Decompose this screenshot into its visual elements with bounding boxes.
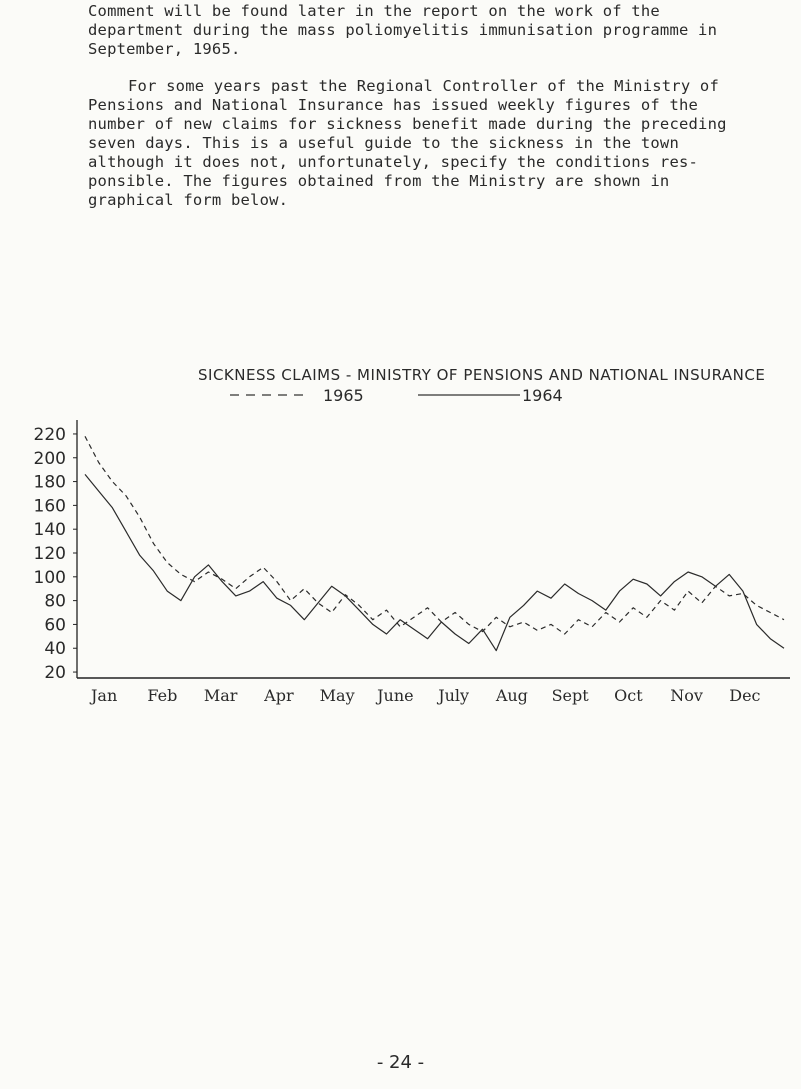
series-line-1964 xyxy=(85,474,784,650)
y-tick-label: 120 xyxy=(33,544,66,564)
month-label: Feb xyxy=(147,686,178,705)
month-label: June xyxy=(377,686,414,705)
month-label: July xyxy=(438,686,470,705)
intro-paragraph-1: Comment will be found later in the report on the work of the department during the mass poliomyelitis immunisation programme in September, 1965. xyxy=(88,2,718,58)
y-tick-label: 80 xyxy=(44,591,66,612)
y-tick-label: 160 xyxy=(33,496,66,517)
month-label: Oct xyxy=(614,686,643,705)
legend-label-1965: 1965 xyxy=(323,386,364,405)
chart-legend xyxy=(230,386,563,405)
month-label: Sept xyxy=(551,686,589,705)
y-tick-label: 180 xyxy=(33,472,66,493)
y-tick-label: 220 xyxy=(33,424,66,445)
y-tick-label: 100 xyxy=(33,567,66,588)
month-label: Dec xyxy=(729,686,761,705)
month-label: Jan xyxy=(90,686,118,705)
y-tick-label: 40 xyxy=(44,639,66,660)
month-label: Apr xyxy=(264,686,294,705)
y-tick-label: 140 xyxy=(33,520,66,541)
y-tick-label: 60 xyxy=(44,615,66,636)
chart-title: SICKNESS CLAIMS - MINISTRY OF PENSIONS AND NATIONAL INSURANCE xyxy=(198,366,766,384)
series-line-1965 xyxy=(85,436,784,634)
sickness-claims-chart xyxy=(0,370,801,740)
month-label: May xyxy=(319,686,355,705)
page-number: - 24 - xyxy=(376,1052,425,1073)
y-tick-label: 200 xyxy=(33,448,66,469)
month-label: Mar xyxy=(203,686,238,705)
legend-label-1964: 1964 xyxy=(522,386,563,405)
y-tick-label: 20 xyxy=(44,663,66,684)
intro-paragraph-2: For some years past the Regional Controller of the Ministry of Pensions and National Insurance has issued weekly figures of the number of new claims for sickness benefit made during the preceding seven days. This is a useful guide to the sickness in the town although it does not, unfortunately, specify the conditions res- ponsible. The figures obtained from the Ministry are shown in graphical form below. xyxy=(88,77,727,209)
month-label: Aug xyxy=(495,686,528,705)
month-label: Nov xyxy=(670,686,703,705)
